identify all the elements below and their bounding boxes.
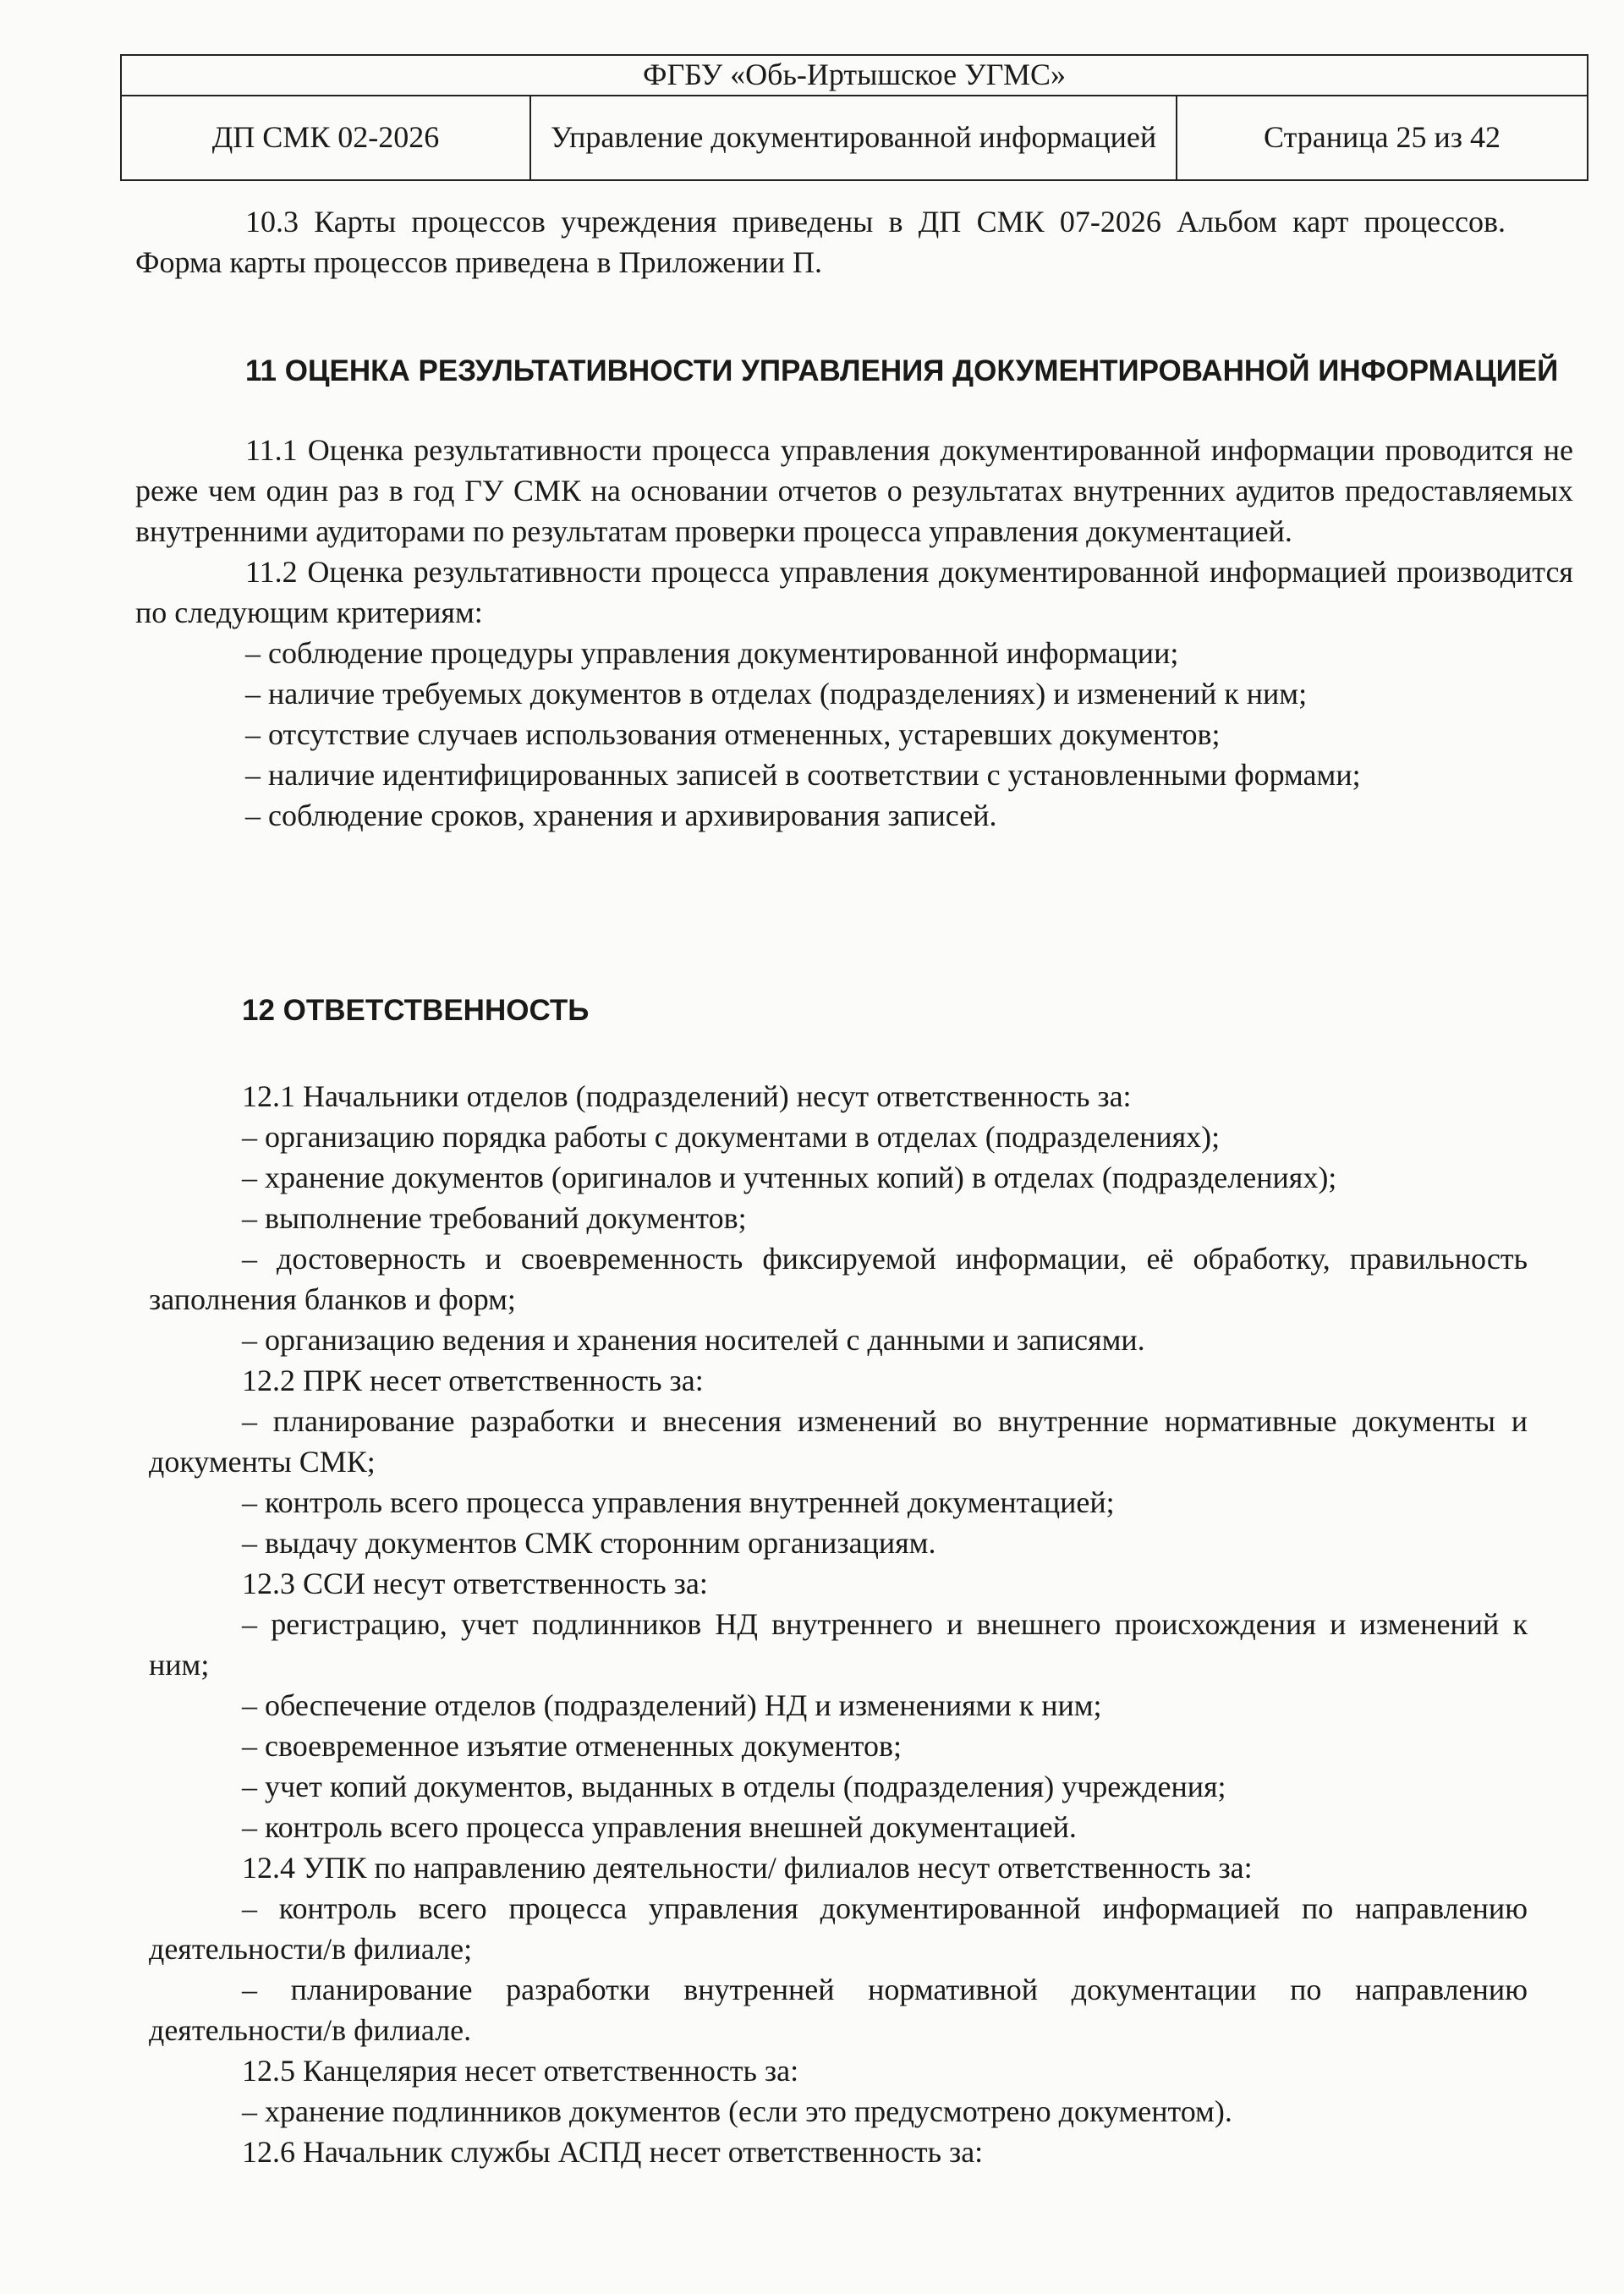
paragraph-11-2: 11.2 Оценка результативности процесса управления документированной информацией производится по следующим критериям: — [135, 555, 1573, 629]
document-code: ДП СМК 02-2026 — [121, 96, 530, 180]
list-item: – регистрацию, учет подлинников НД внутреннего и внешнего происхождения и изменений к ним; — [149, 1607, 1528, 1682]
paragraph-12-6: 12.6 Начальник службы АСПД несет ответственность за: — [242, 2135, 984, 2169]
list-item: – контроль всего процесса управления документированной информацией по направлению деятельности/в филиале; — [149, 1891, 1528, 1966]
list-item: – планирование разработки и внесения изменений во внутренние нормативные документы и документы СМК; — [149, 1404, 1528, 1479]
list-item: – выполнение требований документов; — [242, 1201, 747, 1235]
list-item: – контроль всего процесса управления внешней документацией. — [242, 1810, 1077, 1844]
list-item: – достоверность и своевременность фиксируемой информации, её обработку, правильность заполнения бланков и форм; — [149, 1242, 1528, 1316]
list-item: – выдачу документов СМК сторонним организациям. — [242, 1526, 936, 1560]
list-item: – отсутствие случаев использования отмененных, устаревших документов; — [245, 717, 1221, 751]
list-item: – организацию ведения и хранения носителей с данными и записями. — [242, 1323, 1145, 1357]
paragraph-12-2: 12.2 ПРК несет ответственность за: — [242, 1364, 704, 1397]
paragraph-12-4: 12.4 УПК по направлению деятельности/ филиалов несут ответственность за: — [242, 1851, 1253, 1885]
section-11-heading: 11 ОЦЕНКА РЕЗУЛЬТАТИВНОСТИ УПРАВЛЕНИЯ ДОКУМЕНТИРОВАННОЙ ИНФОРМАЦИЕЙ — [245, 354, 1559, 387]
list-item: – контроль всего процесса управления внутренней документацией; — [242, 1485, 1115, 1519]
list-item: – соблюдение процедуры управления документированной информации; — [245, 636, 1179, 670]
paragraph-12-5: 12.5 Канцелярия несет ответственность за: — [242, 2054, 799, 2088]
list-item: – обеспечение отделов (подразделений) НД и изменениями к ним; — [242, 1688, 1102, 1722]
document-title: Управление документированной информацией — [530, 96, 1177, 180]
section-12-block — [149, 990, 1528, 2172]
section-11-block — [135, 350, 1573, 836]
document-header-table — [120, 54, 1588, 181]
paragraph-10-3: 10.3 Карты процессов учреждения приведены в ДП СМК 07-2026 Альбом карт процессов. Форма карты процессов приведена в Приложении П. — [135, 205, 1506, 279]
paragraph-11-1: 11.1 Оценка результативности процесса управления документированной информации проводится не реже чем один раз в год ГУ СМК на основании отчетов о результатах внутренних аудитов предоставляемых внутренними аудиторами по результатам проверки процесса управления документацией. — [135, 433, 1573, 548]
section-12-heading: 12 ОТВЕТСТВЕННОСТЬ — [242, 994, 590, 1027]
section-10-block — [135, 201, 1506, 283]
list-item: – своевременное изъятие отмененных документов; — [242, 1729, 902, 1763]
list-item: – соблюдение сроков, хранения и архивирования записей. — [245, 799, 997, 832]
list-item: – наличие требуемых документов в отделах (подразделениях) и изменений к ним; — [245, 677, 1308, 711]
list-item: – хранение подлинников документов (если это предусмотрено документом). — [242, 2094, 1232, 2128]
paragraph-12-3: 12.3 ССИ несут ответственность за: — [242, 1567, 708, 1600]
organization-name: ФГБУ «Обь-Иртышское УГМС» — [121, 55, 1588, 96]
list-item: – учет копий документов, выданных в отделы (подразделения) учреждения; — [242, 1770, 1226, 1803]
list-item: – планирование разработки внутренней нормативной документации по направлению деятельности/в филиале. — [149, 1973, 1528, 2047]
list-item: – хранение документов (оригиналов и учтенных копий) в отделах (подразделениях); — [242, 1161, 1337, 1194]
paragraph-12-1: 12.1 Начальники отделов (подразделений) несут ответственность за: — [242, 1079, 1132, 1113]
page-number: Страница 25 из 42 — [1177, 96, 1588, 180]
list-item: – наличие идентифицированных записей в соответствии с установленными формами; — [245, 758, 1361, 792]
list-item: – организацию порядка работы с документами в отделах (подразделениях); — [242, 1120, 1221, 1154]
